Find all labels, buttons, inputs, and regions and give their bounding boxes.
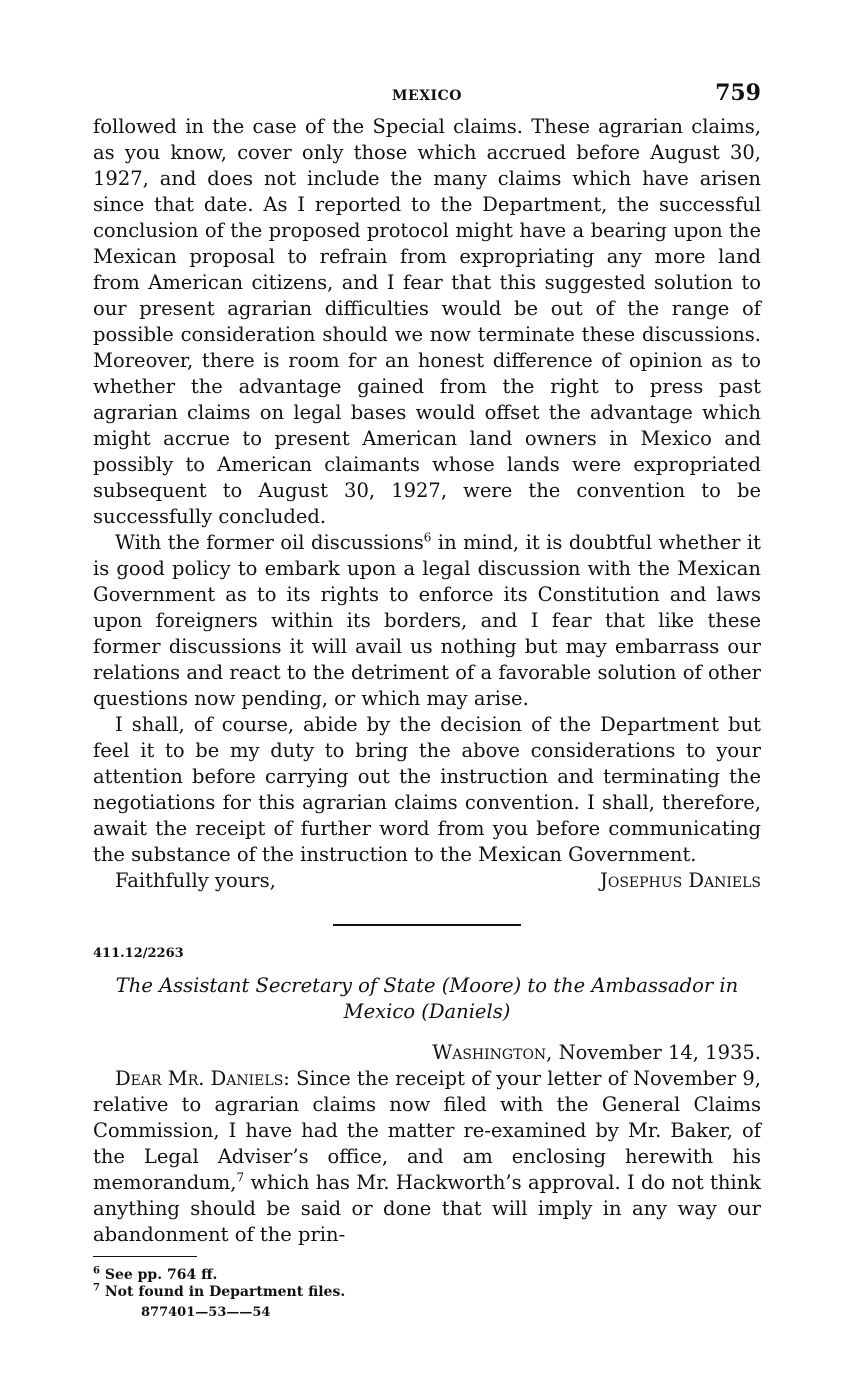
printer-line: 877401—53——54 [141, 1305, 271, 1320]
running-header [93, 78, 761, 114]
paragraph-decision: I shall, of course, abide by the decision of the Department but feel it to be my duty to bring the above considerations to your attention before carrying out the instruction and terminating the negotiations for this agrarian claims convention. I shall, therefore, await the receipt of further word from you before communicating the substance of the instruction to the Mexican Government. [93, 713, 761, 866]
footnote-text: Not found in Department files. [104, 1284, 346, 1300]
footnote-mark: 7 [93, 1282, 100, 1294]
document-page [93, 78, 761, 1320]
signature: Josephus Daniels [600, 869, 761, 892]
paragraph-text: in mind, it is doubtful whether it is good policy to embark upon a legal discussion with the Mexican Government as to its rights to enforce its Constitution and laws upon foreigners within its borders, and I fear that like these former discussions it will avail us nothing but may embarrass our relations and react to the detriment of a favorable solution of other questions now pending, or which may arise. [93, 531, 762, 710]
footnote-ref-6: 6 [423, 530, 432, 545]
second-letter-body [93, 1066, 761, 1248]
letter-salutation: Dear Mr. Daniels [115, 1067, 284, 1090]
footnote-rule [93, 1256, 197, 1257]
paragraph-oil-discussions [93, 530, 761, 712]
footnote-7 [93, 1284, 761, 1301]
file-number: 411.12/2263 [93, 946, 184, 961]
paragraph-text: which has Mr. Hackworth’s approval. I do not think anything should be said or done that will imply in any way our abandonment of the prin- [93, 1171, 761, 1246]
footnote-6 [93, 1267, 761, 1284]
section-divider [333, 924, 521, 926]
dateline [93, 1041, 761, 1064]
footnote-mark: 6 [93, 1265, 100, 1277]
closing [93, 868, 761, 894]
letter-body [93, 114, 761, 894]
footnote-ref-7: 7 [236, 1170, 245, 1185]
running-title: MEXICO [392, 88, 462, 104]
footnote-text: See pp. 764 ff. [104, 1267, 218, 1283]
paragraph-text: : Since the receipt of your letter of November 9, relative to agrarian claims now filed with the General Claims Commission, I have had the matter re-examined by Mr. Baker, of the Legal Adviser’s office, and am enclosing herewith his memorandum, [93, 1067, 761, 1194]
paragraph-continuation: followed in the case of the Special claims. These agrarian claims, as you know, cover only those which accrued before August 30, 1927, and does not include the many claims which have arisen since that date. As I reported to the Department, the successful conclusion of the proposed protocol might have a bearing upon the Mexican proposal to refrain from expropriating any more land from American citizens, and I fear that this suggested solution to our present agrarian difficulties would be out of the range of possible consideration should we now terminate these discussions. Moreover, there is room for an honest difference of opinion as to whether the advantage gained from the right to press past agrarian claims on legal bases would offset the advantage which might accrue to present American land owners in Mexico and possibly to American claimants whose lands were expropriated subsequent to August 30, 1927, were the convention to be successfully concluded. [93, 115, 761, 528]
closing-salutation: Faithfully yours, [115, 869, 276, 892]
document-title: The Assistant Secretary of State (Moore) to the Ambassador in Mexico (Daniels) [115, 974, 739, 1023]
page-number: 759 [715, 80, 761, 106]
dateline-place: Washington [432, 1041, 547, 1064]
paragraph-text: With the former oil discussions [115, 531, 424, 554]
dateline-date: , November 14, 1935. [546, 1041, 761, 1064]
paragraph-dear-mr-daniels [93, 1066, 761, 1248]
